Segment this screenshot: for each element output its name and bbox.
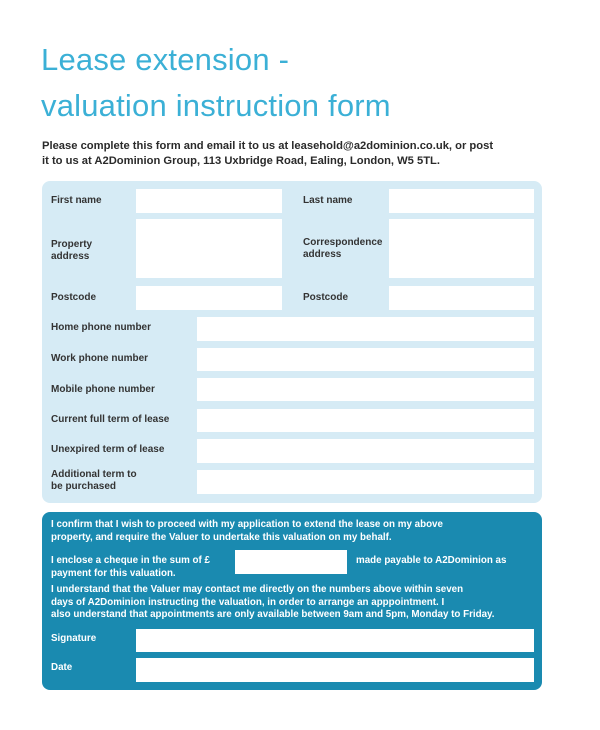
- correspondence-address-label: [303, 237, 382, 261]
- intro-text: [42, 139, 562, 169]
- work-phone-label: Work phone number: [51, 353, 149, 364]
- signature-label: Signature: [51, 633, 97, 644]
- page-title-line-1: Lease extension -: [41, 42, 290, 77]
- postcode-label-left: Postcode: [51, 292, 97, 303]
- cheque-statement: [51, 555, 210, 580]
- property-address-label-line-2: address: [51, 251, 90, 262]
- unexpired-term-label: Unexpired term of lease: [51, 444, 165, 455]
- current-term-field[interactable]: [197, 409, 534, 432]
- property-address-field[interactable]: [136, 219, 282, 278]
- postcode-label-right: Postcode: [303, 292, 349, 303]
- understand-statement: [51, 584, 495, 622]
- page-title-line-2: valuation instruction form: [41, 88, 391, 123]
- signature-field[interactable]: [136, 629, 534, 652]
- intro-line-2: it to us at A2Dominion Group, 113 Uxbridge Road, Ealing, London, W5 5TL.: [42, 155, 441, 167]
- home-phone-label: Home phone number: [51, 322, 152, 333]
- details-panel: [42, 181, 542, 503]
- last-name-field[interactable]: [389, 189, 534, 213]
- current-term-label: Current full term of lease: [51, 414, 170, 425]
- date-field[interactable]: [136, 658, 534, 682]
- first-name-label: First name: [51, 195, 102, 206]
- intro-line-1: Please complete this form and email it to us at leasehold@a2dominion.co.uk, or post: [42, 140, 494, 152]
- last-name-label: Last name: [303, 195, 353, 206]
- additional-term-label: [51, 469, 137, 493]
- confirm-statement: [51, 519, 443, 544]
- unexpired-term-field[interactable]: [197, 439, 534, 463]
- declaration-panel: [42, 512, 542, 690]
- cheque-line-1: I enclose a cheque in the sum of £: [51, 555, 210, 566]
- property-address-label-line-1: Property: [51, 239, 93, 250]
- additional-term-field[interactable]: [197, 470, 534, 494]
- confirm-line-2: property, and require the Valuer to undertake this valuation on my behalf.: [51, 531, 392, 543]
- understand-line-1: I understand that the Valuer may contact me directly on the numbers above within seven: [51, 584, 464, 595]
- understand-line-3: also understand that appointments are only available between 9am and 5pm, Monday to Friday.: [51, 609, 495, 620]
- correspondence-address-label-line-1: Correspondence: [303, 237, 383, 248]
- additional-term-label-line-1: Additional term to: [51, 469, 137, 480]
- correspondence-postcode-field[interactable]: [389, 286, 534, 310]
- confirm-line-1: I confirm that I wish to proceed with my application to extend the lease on my above: [51, 519, 443, 530]
- correspondence-address-field[interactable]: [389, 219, 534, 278]
- property-address-label: [51, 239, 92, 263]
- additional-term-label-line-2: be purchased: [51, 481, 117, 492]
- property-postcode-field[interactable]: [136, 286, 282, 310]
- understand-line-2: days of A2Dominion instructing the valuation, in order to arrange an apppointment. I: [51, 596, 445, 608]
- mobile-phone-field[interactable]: [197, 378, 534, 401]
- mobile-phone-label: Mobile phone number: [51, 384, 155, 395]
- work-phone-field[interactable]: [197, 348, 534, 371]
- date-label: Date: [51, 662, 73, 673]
- cheque-payable-text: made payable to A2Dominion as: [356, 555, 507, 566]
- cheque-line-2: payment for this valuation.: [51, 567, 176, 579]
- cheque-amount-field[interactable]: [235, 550, 347, 574]
- first-name-field[interactable]: [136, 189, 282, 213]
- home-phone-field[interactable]: [197, 317, 534, 341]
- correspondence-address-label-line-2: address: [303, 249, 342, 260]
